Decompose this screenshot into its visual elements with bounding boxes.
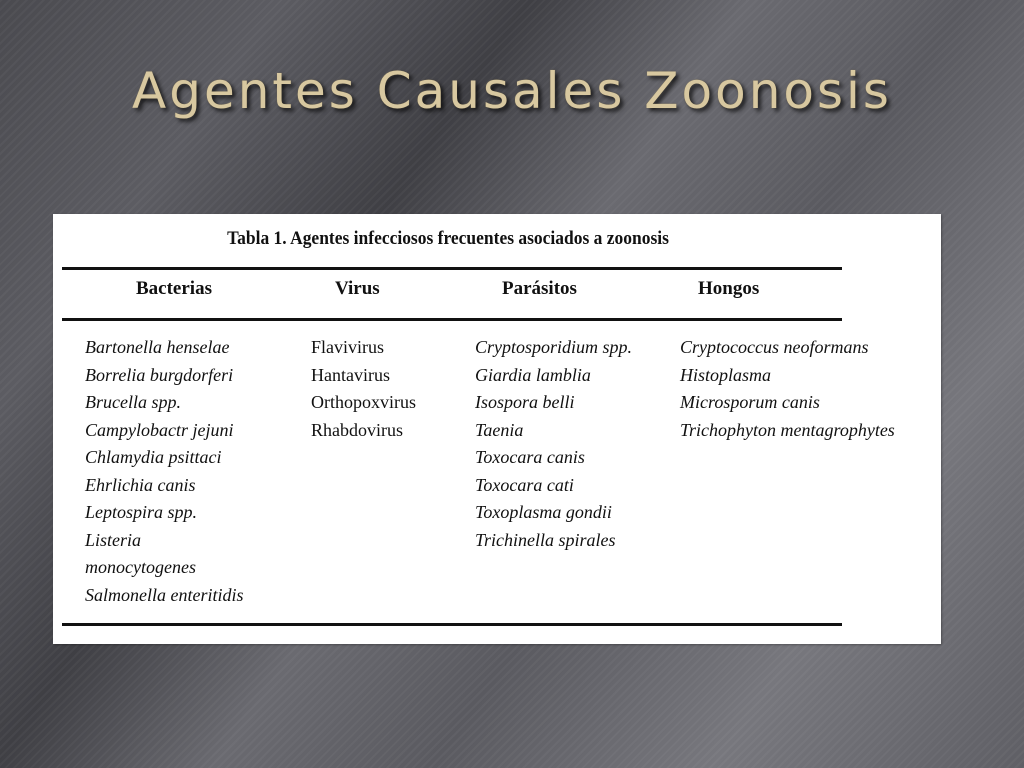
table-top-rule [62,267,842,270]
column-bacterias [85,334,285,609]
column-header-bacterias: Bacterias [136,278,212,299]
table-cell-parasito: Toxocara canis [475,447,585,467]
table-cell-bacteria: Ehrlichia canis [85,474,196,495]
column-header-parasitos: Parásitos [502,278,577,299]
column-hongos [680,334,895,444]
column-header-virus: Virus [335,278,380,299]
table-cell-bacteria: Salmonella enteritidis [85,584,244,605]
table-cell-bacteria: Leptospira spp. [85,502,198,522]
column-virus [311,334,416,444]
column-parasitos [475,334,632,554]
table-cell-parasito: Toxoplasma gondii [475,502,612,522]
table-cell-parasito: Toxocara cati [475,474,574,495]
table-cell-bacteria: Chlamydia psittaci [85,447,222,467]
table-cell-virus: Hantavirus [311,364,390,385]
table-cell-parasito: Taenia [475,419,524,440]
slide-title: Agentes Causales Zoonosis [132,62,892,120]
table-cell-bacteria: Borrelia burgdorferi [85,364,234,385]
table-cell-hongo: Trichophyton mentagrophytes [680,419,895,440]
table-cell-virus: Flavivirus [311,337,385,357]
table-cell-parasito: Trichinella spirales [475,529,616,550]
table-cell-virus: Rhabdovirus [311,419,403,440]
table-cell-parasito: Isospora belli [475,392,575,412]
table-cell-bacteria: Brucella spp. [85,392,181,412]
table-caption: Tabla 1. Agentes infecciosos frecuentes asociados a zoonosis [227,228,669,249]
table-cell-bacteria: Listeria monocytogenes [85,529,196,577]
column-header-hongos: Hongos [698,278,760,299]
table-cell-bacteria: Campylobactr jejuni [85,419,234,440]
table-cell-hongo: Cryptococcus neoformans [680,337,869,357]
table-bottom-rule [62,623,842,626]
table-cell-parasito: Cryptosporidium spp. [475,337,633,357]
table-cell-virus: Orthopoxvirus [311,392,416,412]
table-header-rule [62,318,842,321]
table-cell-hongo: Histoplasma [680,364,772,385]
table-cell-parasito: Giardia lamblia [475,364,591,385]
table-cell-bacteria: Bartonella henselae [85,337,230,357]
zoonosis-table [53,214,941,644]
table-cell-hongo: Microsporum canis [680,392,820,412]
